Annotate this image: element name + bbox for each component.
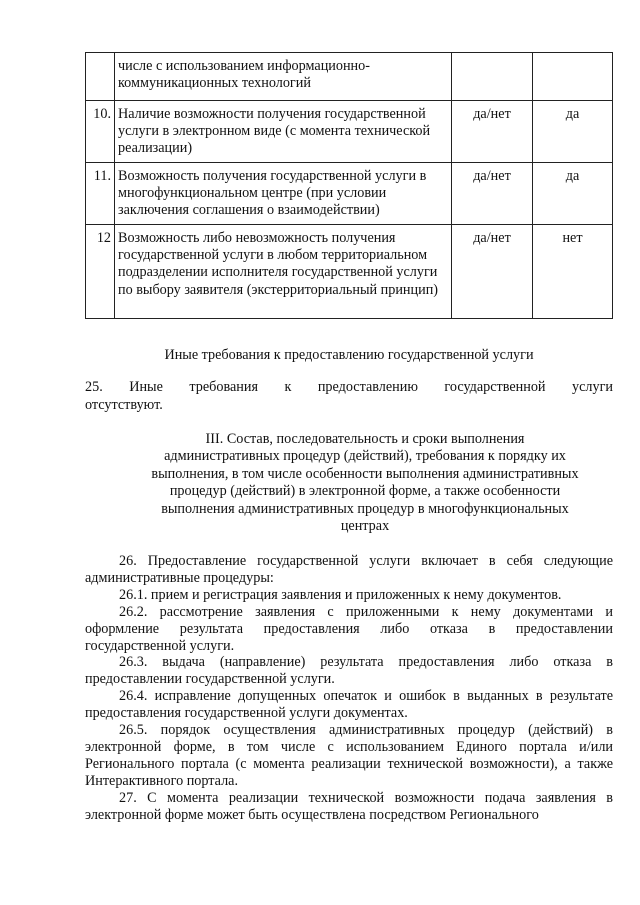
table-row	[86, 163, 613, 225]
row-description: Наличие возможности получения государственной услуги в электронном виде (с момента технической реализации)	[115, 101, 452, 163]
row-description: Возможность либо невозможность получения государственной услуги в любом территориальном подразделении исполнителя государственной услуги по выбору заявителя (экстерриториальный принцип)	[115, 225, 452, 319]
row-value	[533, 53, 613, 101]
row-number: 12	[86, 225, 115, 319]
requirements-table	[85, 52, 613, 319]
row-description: Возможность получения государственной услуги в многофункциональном центре (при условии заключения соглашения о взаимодействии)	[115, 163, 452, 225]
row-number: 10.	[86, 101, 115, 163]
row-options: да/нет	[452, 163, 533, 225]
paragraph-25-line-2: отсутствуют.	[85, 397, 163, 413]
paragraph-26-3: 26.3. выдача (направление) результата предоставления либо отказа в предоставлении государственной услуги.	[85, 654, 613, 688]
paragraph-25-line-1: 25. Иные требования к предоставлению государственной услуги	[85, 379, 613, 395]
row-value: да	[533, 163, 613, 225]
row-options: да/нет	[452, 101, 533, 163]
row-description: числе с использованием информационно-коммуникационных технологий	[115, 53, 452, 101]
paragraph-26-2: 26.2. рассмотрение заявления с приложенными к нему документами и оформление результата предоставления либо отказа в предоставлении государственной услуги.	[85, 603, 613, 654]
paragraph-26: 26. Предоставление государственной услуги включает в себя следующие административные процедуры:	[85, 553, 613, 586]
table-row	[86, 101, 613, 163]
row-value: нет	[533, 225, 613, 319]
other-requirements-heading: Иные требования к предоставлению государственной услуги	[164, 347, 534, 363]
section-3-title: III. Состав, последовательность и сроки выполнения административных процедур (действий), требования к порядку их выполнения, в том числе особенности выполнения административных процедур (действий) в электронной форме, а также особенности выполнения административных процедур в многофункциональных центрах	[151, 431, 579, 535]
table-row	[86, 225, 613, 319]
body-paragraphs	[85, 553, 613, 824]
table-row	[86, 53, 613, 101]
paragraph-26-4: 26.4. исправление допущенных опечаток и ошибок в выданных в результате предоставления государственной услуги документах.	[85, 688, 613, 722]
row-number: 11.	[86, 163, 115, 225]
paragraph-27: 27. С момента реализации технической возможности подача заявления в электронной форме может быть осуществлена посредством Регионального	[85, 789, 613, 823]
row-options: да/нет	[452, 225, 533, 319]
row-value: да	[533, 101, 613, 163]
paragraph-26-5: 26.5. порядок осуществления административных процедур (действий) в электронной форме, в том числе с использованием Единого портала и/или Регионального портала (с момента реализации технической возможности), а также Интерактивного портала.	[85, 722, 613, 789]
paragraph-26-1: 26.1. прием и регистрация заявления и приложенных к нему документов.	[119, 586, 562, 603]
row-options	[452, 53, 533, 101]
row-number	[86, 53, 115, 101]
